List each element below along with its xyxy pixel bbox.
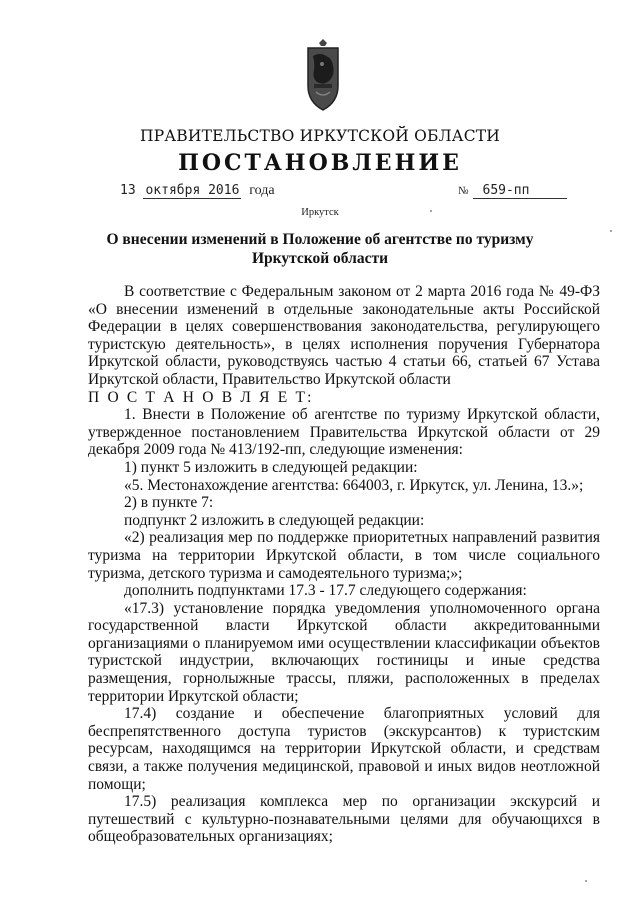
paragraph-item-2: 2) в пункте 7:	[124, 494, 214, 512]
date-suffix: года	[249, 183, 275, 198]
document-body	[88, 283, 600, 846]
paragraph-17-3: «17.3) установление порядка уведомления уполномоченного органа государственной власти Иркутской области аккредитованными организациями о планируемом ими осуществлении классификации объектов туристской индустрии, включающих гостиницы и иные средства размещения, горнолыжные трассы, пляжи, расположенных в пределах территории Иркутской области;	[88, 599, 600, 705]
document-date	[120, 183, 275, 199]
paragraph-item-5: «5. Местонахождение агентства: 664003, г. Иркутск, ул. Ленина, 13.»;	[124, 476, 584, 494]
irkutsk-coat-of-arms-icon	[302, 38, 344, 112]
title-line-1: О внесении изменений в Положение об агентстве по туризму	[106, 231, 534, 248]
paragraph-subitem-2-intro: подпункт 2 изложить в следующей редакции:	[124, 511, 425, 529]
date-day: 13	[120, 183, 136, 198]
paragraph-item-1: 1) пункт 5 изложить в следующей редакции:	[124, 458, 418, 476]
document-number	[458, 183, 567, 199]
preamble-paragraph: В соответствие с Федеральным законом от 2 марта 2016 года № 49-ФЗ «О внесении изменений в отдельные законодательные акты Российской Федерации в целях совершенствования законодательства, регулирующего туристскую деятельность», в целях исполнения поручения Губернатора Иркутской области, руководствуясь частью 4 статьи 66, статьей 67 Устава Иркутской области, Правительство Иркутской области	[88, 283, 600, 388]
paragraph-1: 1. Внести в Положение об агентстве по туризму Иркутской области, утвержденное постановлением Правительства Иркутской области от 29 декабря 2009 года № 413/192-пп, следующие изменения:	[88, 406, 600, 459]
paragraph-17-5: 17.5) реализация комплекса мер по организации экскурсий и путешествий с культурно-познавательными целями для обучающихся в общеобразовательных организациях;	[88, 793, 600, 846]
government-name: ПРАВИТЕЛЬСТВО ИРКУТСКОЙ ОБЛАСТИ	[139, 127, 501, 145]
paragraph-subitem-2: «2) реализация мер по поддержке приоритетных направлений развития туризма на территории Иркутской области, в том числе социального туризма, детского туризма и самодеятельного туризма;»;	[88, 529, 600, 582]
title-line-2: Иркутской области	[251, 250, 389, 267]
document-title	[80, 230, 560, 268]
number-label: №	[458, 185, 469, 197]
number-value: 659-пп	[473, 183, 567, 199]
date-month-year: октября 2016	[145, 183, 240, 198]
scan-speck	[430, 210, 432, 212]
city-name: Иркутск	[301, 207, 339, 218]
scan-speck	[610, 230, 612, 232]
decree-word: П О С Т А Н О В Л Я Е Т:	[88, 388, 314, 406]
document-type: ПОСТАНОВЛЕНИЕ	[178, 150, 462, 176]
paragraph-add-intro: дополнить подпунктами 17.3 - 17.7 следующего содержания:	[124, 582, 527, 600]
scan-speck	[585, 880, 587, 882]
paragraph-17-4: 17.4) создание и обеспечение благоприятных условий для беспрепятственного доступа туристов (экскурсантов) к туристским ресурсам, находящимся на территории Иркутской области, и средствам связи, а также получения медицинской, правовой и иных видов неотложной помощи;	[88, 705, 600, 793]
